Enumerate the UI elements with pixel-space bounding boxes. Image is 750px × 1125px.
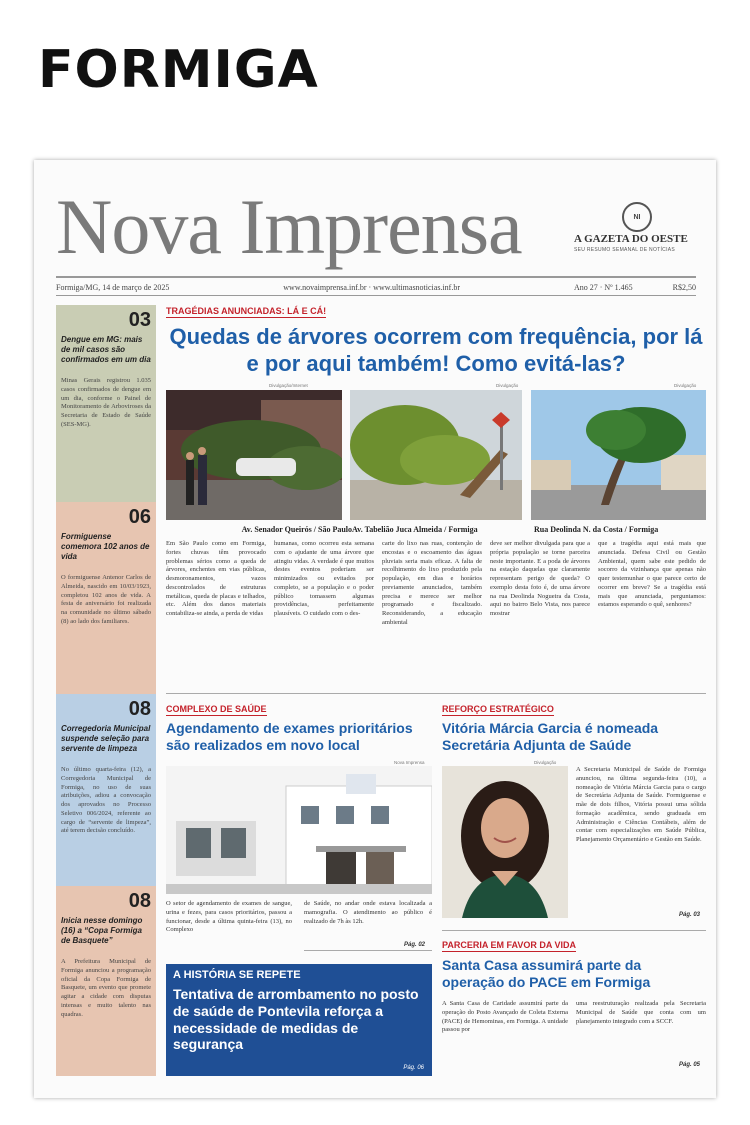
- sidebar-body: No último quarta-feira (12), a Corregedoria Municipal de Formiga, no uso de suas atribuições, adiou a convocação dos aprovados no Processo Seletivo 006/2024, referente ao cargo de “servente de limpeza”, até terem decisão concluído.: [61, 766, 151, 835]
- sidebar-headline: Inicia nesse domingo (16) a “Copa Formiga de Basquete”: [61, 916, 143, 945]
- city-title: FORMIGA: [38, 40, 319, 100]
- websites: www.novaimprensa.inf.br · www.ultimasnoticias.inf.br: [283, 282, 460, 292]
- photo-caption: Rua Deolinda N. da Costa / Formiga: [534, 525, 659, 534]
- sidebar-body: A Prefeitura Municipal de Formiga anunciou a programação oficial da Copa Formiga de Basquete, um evento que promete agitar a cidade com disputas intensas e muito talento nas quadras.: [61, 958, 151, 1018]
- section-divider: [304, 950, 432, 951]
- santa-casa-kicker: PARCERIA EM FAVOR DA VIDA: [442, 940, 577, 950]
- dateline: [56, 280, 696, 294]
- page-number: 08: [128, 698, 151, 720]
- page-reference: Pág. 06: [403, 1065, 424, 1071]
- page-reference: Pág. 05: [679, 1062, 701, 1068]
- photo-credit: Divulgação: [496, 383, 519, 388]
- exams-headline[interactable]: Agendamento de exames prioritários são realizados em novo local: [166, 720, 413, 754]
- santa-casa-headline[interactable]: Santa Casa assumirá parte da operação do PACE em Formiga: [442, 957, 651, 991]
- robbery-kicker: A HISTÓRIA SE REPETE: [173, 969, 301, 981]
- photo-health-complex: [166, 766, 432, 894]
- photo-fallen-tree-sao-paulo: [166, 390, 342, 520]
- photo-credit: Divulgação: [674, 383, 697, 388]
- sidebar-body: O formiguense Antenor Carlos de Almeida, nascido em 10/03/1923, completou 102 anos de vida. A festa de aniversário foi realizada na comunidade no último sábado (8) ao lado dos familiares.: [61, 574, 151, 625]
- article-column: O setor de agendamento de exames de sangue, urina e fezes, para casos prioritários, passou a funcionar, desde a última quinta-feira (13), no Complexo: [166, 900, 292, 934]
- price: R$2,50: [672, 282, 696, 292]
- article-column: carte do lixo nas ruas, contenção de encostas e o escoamento das águas pluviais seria mais eficaz. A falta de recolhimento do lixo produzido pela população, em dias e horários previamente anunciados, também precisa e merece ser melhor programado e fiscalizado. Reconsiderando, a educação ambiental: [382, 540, 482, 626]
- article-column: de Saúde, no andar onde estava localizada a mamografia. O atendimento ao público é realizado de 7h às 12h.: [304, 900, 432, 925]
- sidebar-item-corregedoria[interactable]: [56, 694, 156, 886]
- issue-date: Formiga/MG, 14 de março de 2025: [56, 282, 170, 292]
- photo-caption: Av. Senador Queirós / São Paulo: [241, 525, 352, 534]
- page-number: 03: [128, 309, 151, 331]
- sidebar-item-basketball[interactable]: [56, 886, 156, 1076]
- main-story-kicker: TRAGÉDIAS ANUNCIADAS: LÁ E CÁ!: [166, 306, 327, 316]
- article-column: humanas, como ocorreu esta semana com o ajudante de uma árvore que atingiu vidas. A verdade é que muitos destes eventos poderiam ser minimizados ou evitados por completo, se a população e o poder público tomassem algumas providências, perfeitamente plausíveis. O cuidado com o des-: [274, 540, 374, 618]
- gazeta-subtitle: SEU RESUMO SEMANAL DE NOTÍCIAS: [574, 247, 676, 253]
- exams-kicker: COMPLEXO DE SAÚDE: [166, 704, 267, 714]
- article-column: Em São Paulo como em Formiga, fortes chuvas têm provocado problemas sérios como a queda de árvores, enchentes em vias públicas, desmoronamentos, vazos descontrolados de estruturas metálicas, queda de placas e telhados, etc. Além dos danos materiais contabiliza-se ainda, a perda de vidas: [166, 540, 266, 618]
- sidebar-item-birthday[interactable]: [56, 502, 156, 694]
- sidebar-headline: Formiguense comemora 102 anos de vida: [61, 532, 150, 561]
- article-column: que a tragédia aqui está mais que anunciada. Defesa Civil ou Gestão Ambiental, quem sabe este pedido de socorro da vizinhança que apenas não quer testemunhar o que parece certo de ocorrer em breve? Se a tragédia está mais que anunciada, perguntamos: estamos esperando o quê, senhores?: [598, 540, 706, 609]
- photo-vitoria-marcia-garcia: [442, 766, 568, 918]
- masthead-title: Nova Imprensa: [56, 183, 522, 270]
- robbery-story-box[interactable]: [166, 964, 432, 1076]
- page-reference: Pág. 03: [679, 912, 701, 918]
- secretary-kicker: REFORÇO ESTRATÉGICO: [442, 704, 554, 714]
- gazeta-label: A GAZETA DO OESTE: [574, 233, 688, 245]
- photo-credit: Divulgação: [534, 760, 557, 765]
- photo-credit: Divulgação/Internet: [269, 383, 308, 388]
- photo-leaning-tree-deolinda: [531, 390, 706, 520]
- page-reference: Pág. 02: [404, 942, 426, 948]
- article-column: uma reestruturação realizada pela Secretaria Municipal de Saúde que conta com um planejamento integrado com a SCCF.: [576, 1000, 706, 1025]
- article-column: deve ser melhor divulgada para que a própria população se torne parceira neste importante. E a poda de árvores na estação daquelas que claramente representam perigo de queda? O exemplo desta foto é, de uma árvore na rua Deolinda Nogueira da Costa, aqui no bairro Belo Vista, nos parece mostrar: [490, 540, 590, 618]
- page-number: 08: [128, 890, 151, 912]
- dateline-divider: [56, 295, 696, 296]
- page-number: 06: [128, 506, 151, 528]
- sidebar-item-dengue[interactable]: [56, 305, 156, 502]
- photo-credit: Nova Imprensa: [394, 760, 425, 765]
- secretary-headline[interactable]: Vitória Márcia Garcia é nomeada Secretária Adjunta de Saúde: [442, 720, 659, 754]
- edition-number: Ano 27 · Nº 1.465: [573, 282, 633, 292]
- seal-icon: NI: [622, 202, 652, 232]
- sidebar-headline: Corregedoria Municipal suspende seleção para servente de limpeza: [61, 724, 151, 753]
- section-divider: [442, 930, 706, 931]
- main-story-headline[interactable]: Quedas de árvores ocorrem com frequência, por lá e por aqui também! Como evitá-las?: [169, 324, 703, 376]
- article-column: A Secretaria Municipal de Saúde de Formiga anunciou, na última segunda-feira (10), a nomeação de Vitória Márcia Garcia para o cargo de Secretária Adjunta de Saúde. Formiguense e mãe de dois filhos, Vitória possui uma sólida formação acadêmica, sendo graduada em Administração e Ciências Contábeis, além de contar com especializações em Saúde Pública, Planejamento Orçamentário e Gestão em Saúde.: [576, 766, 706, 844]
- sidebar-headline: Dengue em MG: mais de mil casos são confirmados em um dia: [61, 335, 151, 364]
- photo-fallen-tree-tabeliao: [350, 390, 522, 520]
- sidebar-body: Minas Gerais registrou 1.035 casos confirmados de dengue em um dia, conforme o Painel de Monitoramento de Arboviroses da Secretaria de Estado de Saúde (SES-MG).: [61, 377, 151, 428]
- article-column: A Santa Casa de Caridade assumirá parte da operação do Posto Avançado de Coleta Externa (PACE) de Hemominas, em Formiga. A unidade passou por: [442, 1000, 568, 1034]
- photo-caption: Av. Tabelião Juca Almeida / Formiga: [352, 525, 478, 534]
- masthead-divider: [56, 276, 696, 278]
- robbery-headline: Tentativa de arrombamento no posto de saúde de Pontevila reforça a necessidade de medidas de segurança: [173, 986, 419, 1053]
- newspaper-front-page: [34, 160, 716, 1098]
- section-divider: [166, 693, 706, 694]
